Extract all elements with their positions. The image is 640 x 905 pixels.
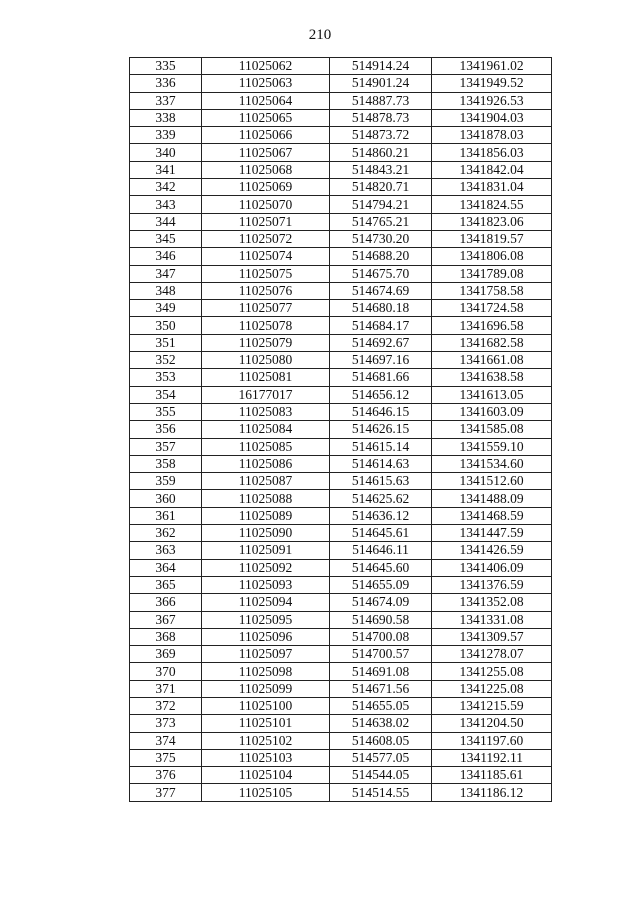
point-id-cell: 11025090 (202, 525, 330, 542)
row-number-cell: 352 (130, 352, 202, 369)
table-row (130, 127, 552, 144)
row-number-cell: 368 (130, 628, 202, 645)
x-coordinate-cell: 514614.63 (330, 455, 432, 472)
x-coordinate-cell: 514645.61 (330, 525, 432, 542)
table-row (130, 92, 552, 109)
row-number-cell: 348 (130, 282, 202, 299)
x-coordinate-cell: 514878.73 (330, 109, 432, 126)
y-coordinate-cell: 1341806.08 (432, 248, 552, 265)
y-coordinate-cell: 1341447.59 (432, 525, 552, 542)
table-row (130, 58, 552, 75)
point-id-cell: 11025092 (202, 559, 330, 576)
x-coordinate-cell: 514645.60 (330, 559, 432, 576)
x-coordinate-cell: 514697.16 (330, 352, 432, 369)
row-number-cell: 374 (130, 732, 202, 749)
row-number-cell: 357 (130, 438, 202, 455)
x-coordinate-cell: 514794.21 (330, 196, 432, 213)
table-row (130, 559, 552, 576)
x-coordinate-cell: 514671.56 (330, 680, 432, 697)
point-id-cell: 11025091 (202, 542, 330, 559)
table-row (130, 490, 552, 507)
x-coordinate-cell: 514692.67 (330, 334, 432, 351)
point-id-cell: 11025097 (202, 646, 330, 663)
x-coordinate-cell: 514608.05 (330, 732, 432, 749)
table-row (130, 144, 552, 161)
row-number-cell: 359 (130, 473, 202, 490)
table-row (130, 732, 552, 749)
x-coordinate-cell: 514615.63 (330, 473, 432, 490)
y-coordinate-cell: 1341949.52 (432, 75, 552, 92)
x-coordinate-cell: 514514.55 (330, 784, 432, 801)
point-id-cell: 11025101 (202, 715, 330, 732)
point-id-cell: 11025088 (202, 490, 330, 507)
y-coordinate-cell: 1341488.09 (432, 490, 552, 507)
point-id-cell: 11025070 (202, 196, 330, 213)
row-number-cell: 367 (130, 611, 202, 628)
point-id-cell: 11025096 (202, 628, 330, 645)
table-row (130, 767, 552, 784)
point-id-cell: 11025103 (202, 749, 330, 766)
row-number-cell: 347 (130, 265, 202, 282)
table-row (130, 265, 552, 282)
table-row (130, 196, 552, 213)
table-row (130, 334, 552, 351)
table-row (130, 525, 552, 542)
x-coordinate-cell: 514901.24 (330, 75, 432, 92)
y-coordinate-cell: 1341926.53 (432, 92, 552, 109)
point-id-cell: 11025067 (202, 144, 330, 161)
table-row (130, 784, 552, 801)
y-coordinate-cell: 1341278.07 (432, 646, 552, 663)
row-number-cell: 345 (130, 230, 202, 247)
point-id-cell: 11025076 (202, 282, 330, 299)
x-coordinate-cell: 514674.69 (330, 282, 432, 299)
point-id-cell: 11025064 (202, 92, 330, 109)
x-coordinate-cell: 514636.12 (330, 507, 432, 524)
table-row (130, 611, 552, 628)
y-coordinate-cell: 1341603.09 (432, 403, 552, 420)
row-number-cell: 363 (130, 542, 202, 559)
table-row (130, 455, 552, 472)
x-coordinate-cell: 514691.08 (330, 663, 432, 680)
x-coordinate-cell: 514700.08 (330, 628, 432, 645)
point-id-cell: 11025086 (202, 455, 330, 472)
y-coordinate-cell: 1341842.04 (432, 161, 552, 178)
row-number-cell: 341 (130, 161, 202, 178)
x-coordinate-cell: 514655.09 (330, 576, 432, 593)
y-coordinate-cell: 1341824.55 (432, 196, 552, 213)
y-coordinate-cell: 1341352.08 (432, 594, 552, 611)
y-coordinate-cell: 1341331.08 (432, 611, 552, 628)
point-id-cell: 11025075 (202, 265, 330, 282)
table-row (130, 646, 552, 663)
x-coordinate-cell: 514688.20 (330, 248, 432, 265)
y-coordinate-cell: 1341819.57 (432, 230, 552, 247)
row-number-cell: 362 (130, 525, 202, 542)
y-coordinate-cell: 1341204.50 (432, 715, 552, 732)
table-row (130, 352, 552, 369)
row-number-cell: 342 (130, 179, 202, 196)
row-number-cell: 338 (130, 109, 202, 126)
y-coordinate-cell: 1341192.11 (432, 749, 552, 766)
table-row (130, 697, 552, 714)
x-coordinate-cell: 514860.21 (330, 144, 432, 161)
point-id-cell: 11025065 (202, 109, 330, 126)
point-id-cell: 16177017 (202, 386, 330, 403)
y-coordinate-cell: 1341904.03 (432, 109, 552, 126)
y-coordinate-cell: 1341376.59 (432, 576, 552, 593)
point-id-cell: 11025071 (202, 213, 330, 230)
row-number-cell: 366 (130, 594, 202, 611)
y-coordinate-cell: 1341426.59 (432, 542, 552, 559)
page-number: 210 (308, 27, 332, 43)
table-row (130, 248, 552, 265)
x-coordinate-cell: 514544.05 (330, 767, 432, 784)
row-number-cell: 364 (130, 559, 202, 576)
table-row (130, 75, 552, 92)
point-id-cell: 11025068 (202, 161, 330, 178)
x-coordinate-cell: 514625.62 (330, 490, 432, 507)
point-id-cell: 11025077 (202, 300, 330, 317)
coordinates-table (129, 57, 552, 802)
y-coordinate-cell: 1341512.60 (432, 473, 552, 490)
point-id-cell: 11025078 (202, 317, 330, 334)
point-id-cell: 11025062 (202, 58, 330, 75)
y-coordinate-cell: 1341255.08 (432, 663, 552, 680)
table-row (130, 663, 552, 680)
row-number-cell: 354 (130, 386, 202, 403)
x-coordinate-cell: 514820.71 (330, 179, 432, 196)
x-coordinate-cell: 514615.14 (330, 438, 432, 455)
row-number-cell: 377 (130, 784, 202, 801)
point-id-cell: 11025072 (202, 230, 330, 247)
table-row (130, 542, 552, 559)
table-row (130, 282, 552, 299)
x-coordinate-cell: 514626.15 (330, 421, 432, 438)
point-id-cell: 11025083 (202, 403, 330, 420)
point-id-cell: 11025105 (202, 784, 330, 801)
x-coordinate-cell: 514646.15 (330, 403, 432, 420)
y-coordinate-cell: 1341758.58 (432, 282, 552, 299)
y-coordinate-cell: 1341309.57 (432, 628, 552, 645)
x-coordinate-cell: 514638.02 (330, 715, 432, 732)
point-id-cell: 11025084 (202, 421, 330, 438)
row-number-cell: 371 (130, 680, 202, 697)
row-number-cell: 346 (130, 248, 202, 265)
x-coordinate-cell: 514675.70 (330, 265, 432, 282)
y-coordinate-cell: 1341468.59 (432, 507, 552, 524)
table-row (130, 230, 552, 247)
row-number-cell: 350 (130, 317, 202, 334)
y-coordinate-cell: 1341406.09 (432, 559, 552, 576)
y-coordinate-cell: 1341696.58 (432, 317, 552, 334)
row-number-cell: 344 (130, 213, 202, 230)
row-number-cell: 336 (130, 75, 202, 92)
table-row (130, 317, 552, 334)
table-row (130, 179, 552, 196)
table-row (130, 438, 552, 455)
x-coordinate-cell: 514914.24 (330, 58, 432, 75)
point-id-cell: 11025074 (202, 248, 330, 265)
x-coordinate-cell: 514680.18 (330, 300, 432, 317)
point-id-cell: 11025102 (202, 732, 330, 749)
x-coordinate-cell: 514655.05 (330, 697, 432, 714)
row-number-cell: 360 (130, 490, 202, 507)
table-row (130, 421, 552, 438)
y-coordinate-cell: 1341613.05 (432, 386, 552, 403)
point-id-cell: 11025085 (202, 438, 330, 455)
point-id-cell: 11025093 (202, 576, 330, 593)
row-number-cell: 358 (130, 455, 202, 472)
y-coordinate-cell: 1341856.03 (432, 144, 552, 161)
point-id-cell: 11025069 (202, 179, 330, 196)
row-number-cell: 355 (130, 403, 202, 420)
row-number-cell: 365 (130, 576, 202, 593)
table-row (130, 369, 552, 386)
y-coordinate-cell: 1341197.60 (432, 732, 552, 749)
row-number-cell: 376 (130, 767, 202, 784)
y-coordinate-cell: 1341823.06 (432, 213, 552, 230)
point-id-cell: 11025081 (202, 369, 330, 386)
table-row (130, 403, 552, 420)
y-coordinate-cell: 1341831.04 (432, 179, 552, 196)
table-row (130, 507, 552, 524)
point-id-cell: 11025099 (202, 680, 330, 697)
point-id-cell: 11025080 (202, 352, 330, 369)
table-row (130, 576, 552, 593)
y-coordinate-cell: 1341789.08 (432, 265, 552, 282)
row-number-cell: 335 (130, 58, 202, 75)
row-number-cell: 372 (130, 697, 202, 714)
table-row (130, 628, 552, 645)
table-row (130, 473, 552, 490)
x-coordinate-cell: 514684.17 (330, 317, 432, 334)
table-row (130, 715, 552, 732)
y-coordinate-cell: 1341534.60 (432, 455, 552, 472)
x-coordinate-cell: 514730.20 (330, 230, 432, 247)
row-number-cell: 373 (130, 715, 202, 732)
point-id-cell: 11025104 (202, 767, 330, 784)
x-coordinate-cell: 514656.12 (330, 386, 432, 403)
x-coordinate-cell: 514681.66 (330, 369, 432, 386)
row-number-cell: 340 (130, 144, 202, 161)
point-id-cell: 11025063 (202, 75, 330, 92)
y-coordinate-cell: 1341225.08 (432, 680, 552, 697)
x-coordinate-cell: 514646.11 (330, 542, 432, 559)
row-number-cell: 370 (130, 663, 202, 680)
coordinates-table-body (130, 58, 552, 802)
row-number-cell: 375 (130, 749, 202, 766)
point-id-cell: 11025100 (202, 697, 330, 714)
y-coordinate-cell: 1341185.61 (432, 767, 552, 784)
table-row (130, 594, 552, 611)
table-row (130, 680, 552, 697)
row-number-cell: 339 (130, 127, 202, 144)
x-coordinate-cell: 514700.57 (330, 646, 432, 663)
y-coordinate-cell: 1341661.08 (432, 352, 552, 369)
y-coordinate-cell: 1341961.02 (432, 58, 552, 75)
row-number-cell: 343 (130, 196, 202, 213)
y-coordinate-cell: 1341559.10 (432, 438, 552, 455)
row-number-cell: 361 (130, 507, 202, 524)
row-number-cell: 356 (130, 421, 202, 438)
row-number-cell: 353 (130, 369, 202, 386)
x-coordinate-cell: 514690.58 (330, 611, 432, 628)
point-id-cell: 11025079 (202, 334, 330, 351)
y-coordinate-cell: 1341215.59 (432, 697, 552, 714)
point-id-cell: 11025098 (202, 663, 330, 680)
table-row (130, 300, 552, 317)
row-number-cell: 349 (130, 300, 202, 317)
x-coordinate-cell: 514887.73 (330, 92, 432, 109)
x-coordinate-cell: 514765.21 (330, 213, 432, 230)
y-coordinate-cell: 1341186.12 (432, 784, 552, 801)
y-coordinate-cell: 1341682.58 (432, 334, 552, 351)
row-number-cell: 351 (130, 334, 202, 351)
x-coordinate-cell: 514873.72 (330, 127, 432, 144)
point-id-cell: 11025066 (202, 127, 330, 144)
point-id-cell: 11025087 (202, 473, 330, 490)
table-row (130, 213, 552, 230)
y-coordinate-cell: 1341878.03 (432, 127, 552, 144)
x-coordinate-cell: 514577.05 (330, 749, 432, 766)
row-number-cell: 369 (130, 646, 202, 663)
point-id-cell: 11025095 (202, 611, 330, 628)
table-row (130, 386, 552, 403)
y-coordinate-cell: 1341638.58 (432, 369, 552, 386)
table-row (130, 109, 552, 126)
point-id-cell: 11025094 (202, 594, 330, 611)
row-number-cell: 337 (130, 92, 202, 109)
y-coordinate-cell: 1341585.08 (432, 421, 552, 438)
y-coordinate-cell: 1341724.58 (432, 300, 552, 317)
table-row (130, 749, 552, 766)
table-row (130, 161, 552, 178)
x-coordinate-cell: 514674.09 (330, 594, 432, 611)
x-coordinate-cell: 514843.21 (330, 161, 432, 178)
point-id-cell: 11025089 (202, 507, 330, 524)
